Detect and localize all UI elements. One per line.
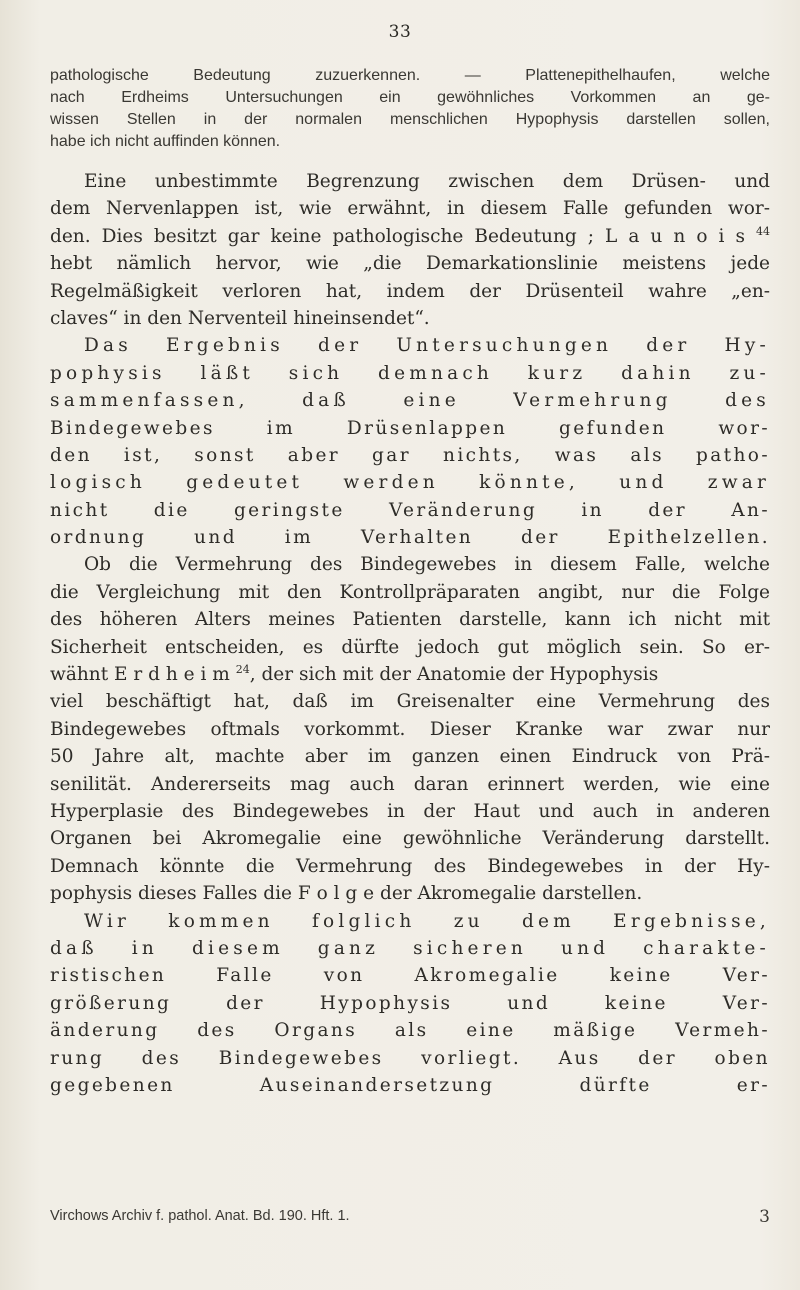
- text-line: sammenfassen, daß eine Vermehrung des: [50, 390, 770, 412]
- text-line: Bindegewebes oftmals vorkommt. Dieser Kranke war zwar nur: [50, 718, 770, 740]
- text-line: 50 Jahre alt, machte aber im ganzen einen Eindruck von Prä-: [50, 746, 770, 768]
- emphasis-folge: F o l g e: [297, 883, 375, 905]
- text-line: claves“ in den Nerventeil hineinsendet“.: [50, 307, 430, 329]
- page-number: 33: [388, 22, 412, 42]
- text-line: größerung der Hypophysis und keine Ver-: [50, 992, 770, 1014]
- text-line: Das Ergebnis der Untersuchungen der Hy-: [84, 335, 770, 357]
- text-line: Bindegewebes im Drüsenlappen gefunden wor-: [50, 417, 770, 439]
- text-fragment: , der sich mit der Anatomie der Hypophysis: [249, 664, 659, 686]
- text-line: pophysis läßt sich demnach kurz dahin zu-: [50, 362, 770, 384]
- text-line: pathologische Bedeutung zuzuerkennen. — Plattenepithelhaufen, welche: [50, 67, 770, 84]
- footnote-ref: 24: [235, 662, 250, 676]
- text-line: logisch gedeutet werden könnte, und zwar: [50, 472, 770, 494]
- text-line: rung des Bindegewebes vorliegt. Aus der oben: [50, 1047, 770, 1069]
- text-line: nach Erdheims Untersuchungen ein gewöhnliches Vorkommen an ge-: [50, 89, 770, 106]
- text-line: den ist, sonst aber gar nichts, was als patho-: [50, 444, 770, 466]
- text-line: des höheren Alters meines Patienten darstelle, kann ich nicht mit: [50, 609, 770, 631]
- text-line: Demnach könnte die Vermehrung des Bindegewebes in der Hy-: [50, 855, 770, 877]
- author-name: wähnt E r d h e i m: [50, 664, 230, 686]
- text-line: dem Nervenlappen ist, wie erwähnt, in diesem Falle gefunden wor-: [50, 198, 770, 220]
- text-line: die Vergleichung mit den Kontrollpräparaten angibt, nur die Folge: [50, 581, 770, 603]
- text-fragment: der Akromegalie darstellen.: [379, 883, 643, 905]
- text-line: gegebenen Auseinandersetzung dürfte er-: [50, 1074, 770, 1096]
- text-line: daß in diesem ganz sicheren und charakte-: [50, 937, 770, 959]
- text-line: Eine unbestimmte Begrenzung zwischen dem Drüsen- und: [84, 171, 770, 192]
- text-line: habe ich nicht auffinden können.: [50, 133, 281, 150]
- page-footer: [50, 1207, 770, 1227]
- text-line: Regelmäßigkeit verloren hat, indem der Drüsenteil wahre „en-: [50, 280, 770, 302]
- text-line: wissen Stellen in der normalen menschlichen Hypophysis darstellen sollen,: [50, 111, 770, 128]
- text-fragment: den. Dies besitzt gar keine pathologische Bedeutung ; L a u n o i s: [50, 225, 745, 247]
- text-fragment: pophysis dieses Falles die: [50, 883, 292, 905]
- journal-citation: Virchows Archiv f. pathol. Anat. Bd. 190. Hft. 1.: [50, 1208, 350, 1224]
- text-line: änderung des Organs als eine mäßige Vermeh-: [50, 1020, 770, 1042]
- text-line: hebt nämlich hervor, wie „die Demarkationslinie meistens jede: [50, 253, 770, 275]
- text-line: ristischen Falle von Akromegalie keine Ver-: [50, 965, 770, 987]
- text-line: senilität. Andererseits mag auch daran erinnert werden, wie eine: [50, 773, 770, 795]
- text-line: [50, 661, 770, 688]
- footnote-ref: 44: [756, 224, 770, 238]
- text-line: ordnung und im Verhalten der Epithelzellen.: [50, 527, 770, 549]
- main-text: [50, 168, 770, 1099]
- top-paragraph: [50, 65, 770, 153]
- text-line: [50, 223, 770, 250]
- text-line: Ob die Vermehrung des Bindegewebes in diesem Falle, welche: [84, 554, 770, 576]
- text-line: nicht die geringste Veränderung in der An-: [50, 499, 770, 521]
- signature-number: 3: [759, 1207, 770, 1227]
- text-line: Sicherheit entscheiden, es dürfte jedoch gut möglich sein. So er-: [50, 636, 770, 658]
- text-line: Organen bei Akromegalie eine gewöhnliche Veränderung darstellt.: [50, 828, 770, 850]
- text-line: [50, 880, 770, 907]
- text-line: viel beschäftigt hat, daß im Greisenalter eine Vermehrung des: [50, 691, 770, 713]
- text-line: Wir kommen folglich zu dem Ergebnisse,: [84, 910, 770, 932]
- text-line: Hyperplasie des Bindegewebes in der Haut und auch in anderen: [50, 800, 770, 822]
